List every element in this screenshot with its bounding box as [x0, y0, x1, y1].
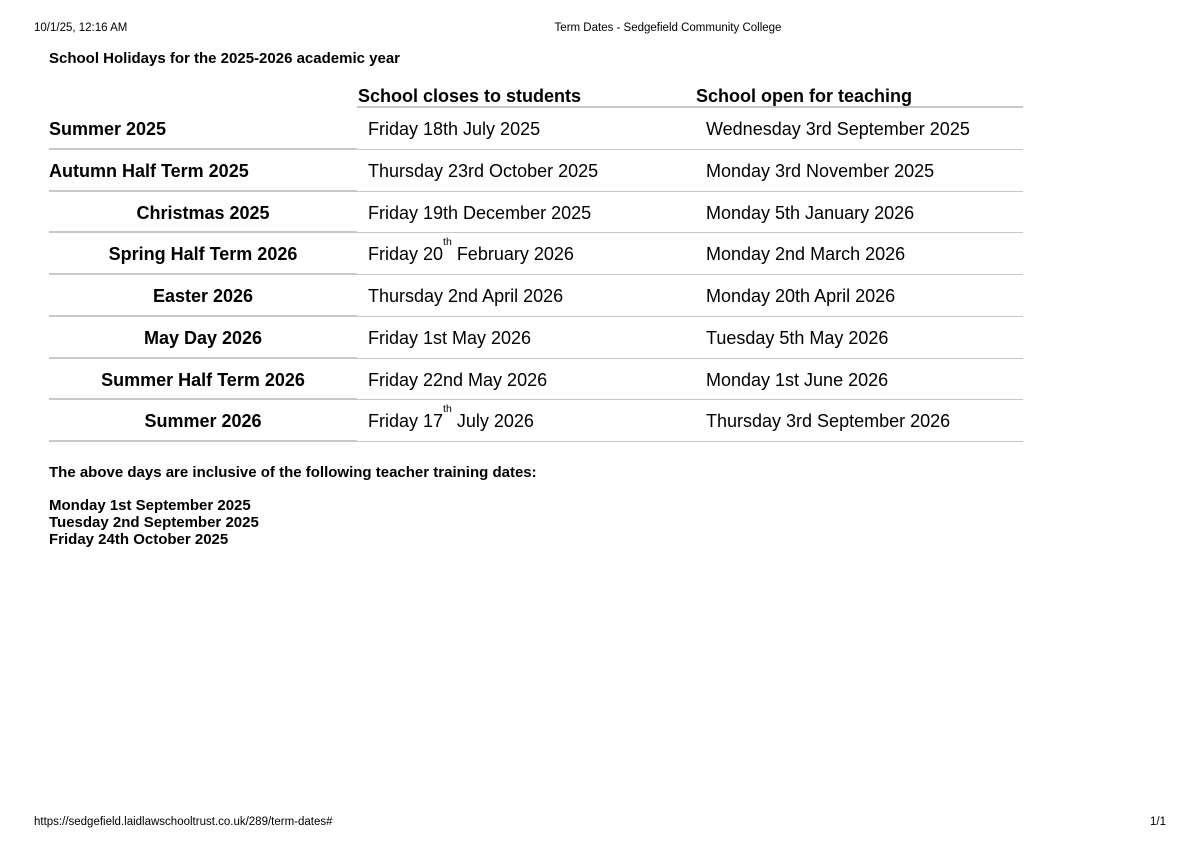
- holiday-name-cell: [49, 359, 357, 401]
- closes-date: Thursday 23rd October 2025: [368, 160, 599, 181]
- training-date: Tuesday 2nd September 2025: [49, 514, 259, 531]
- closes-date-main: Friday 20: [368, 244, 444, 265]
- opens-date: Monday 5th January 2026: [706, 202, 915, 223]
- holiday-name-cell: [49, 233, 357, 275]
- holiday-name: Spring Half Term 2026: [108, 244, 298, 265]
- holiday-name: Autumn Half Term 2025: [49, 160, 249, 181]
- table-row: [49, 150, 1023, 192]
- holiday-name-cell: [49, 192, 357, 234]
- date-cells: [357, 317, 1023, 359]
- closes-date: Thursday 2nd April 2026: [368, 286, 564, 306]
- opens-date: Monday 20th April 2026: [706, 286, 896, 306]
- ordinal-suffix: th: [443, 403, 452, 416]
- holiday-name: May Day 2026: [143, 327, 263, 348]
- column-header-closes: School closes to students: [358, 86, 582, 106]
- date-cells: [357, 233, 1023, 275]
- training-date: Friday 24th October 2025: [49, 531, 229, 548]
- holiday-name: Summer Half Term 2026: [101, 369, 305, 390]
- holiday-name: Easter 2026: [152, 286, 254, 306]
- date-cells: [357, 192, 1023, 234]
- opens-date: Monday 3rd November 2025: [706, 160, 935, 181]
- opens-date: Thursday 3rd September 2026: [706, 411, 951, 432]
- closes-date: Friday 18th July 2025: [368, 119, 541, 139]
- closes-date: Friday 1st May 2026: [368, 327, 532, 348]
- table-row: [49, 275, 1023, 317]
- training-date: Monday 1st September 2025: [49, 497, 251, 514]
- print-url: https://sedgefield.laidlawschooltrust.co.uk/289/term-dates#: [34, 816, 333, 828]
- print-header: [0, 22, 1200, 36]
- date-cells: [357, 400, 1023, 442]
- closes-date: [368, 236, 574, 265]
- term-dates-table: [49, 106, 1023, 442]
- closes-date-main: Friday 17: [368, 411, 444, 432]
- date-cells: [357, 275, 1023, 317]
- opens-date: Wednesday 3rd September 2025: [706, 119, 970, 139]
- holiday-name-cell: [49, 317, 357, 359]
- closes-date: Friday 22nd May 2026: [368, 369, 548, 390]
- opens-date: Tuesday 5th May 2026: [706, 327, 889, 348]
- print-datetime: 10/1/25, 12:16 AM: [34, 22, 128, 34]
- training-dates-list: [49, 497, 259, 548]
- table-row: [49, 317, 1023, 359]
- closes-date: Friday 19th December 2025: [368, 202, 592, 223]
- ordinal-suffix: th: [443, 236, 452, 249]
- column-header-opens: School open for teaching: [696, 86, 913, 106]
- closes-date: [368, 403, 534, 432]
- table-row: [49, 400, 1023, 442]
- table-row: [49, 359, 1023, 401]
- table-row: [49, 233, 1023, 275]
- page-heading: School Holidays for the 2025-2026 academic year: [49, 50, 400, 67]
- closes-date-rest: February 2026: [451, 244, 574, 265]
- holiday-name: Christmas 2025: [136, 202, 270, 223]
- holiday-name-cell: [49, 150, 357, 192]
- opens-date: Monday 1st June 2026: [706, 369, 889, 390]
- date-cells: [357, 359, 1023, 401]
- holiday-name: Summer 2025: [49, 119, 167, 139]
- training-note: The above days are inclusive of the following teacher training dates:: [49, 464, 537, 481]
- print-page-number: 1/1: [1150, 816, 1166, 828]
- holiday-name-cell: [49, 275, 357, 317]
- table-row: [49, 108, 1023, 150]
- opens-date: Monday 2nd March 2026: [706, 244, 906, 265]
- closes-date-rest: July 2026: [451, 411, 534, 432]
- date-cells: [357, 150, 1023, 192]
- print-page-title: Term Dates - Sedgefield Community College: [554, 22, 782, 34]
- date-cells: [357, 108, 1023, 150]
- holiday-name: Summer 2026: [144, 411, 262, 432]
- table-row: [49, 192, 1023, 234]
- holiday-name-cell: [49, 400, 357, 442]
- holiday-name-cell: [49, 108, 357, 150]
